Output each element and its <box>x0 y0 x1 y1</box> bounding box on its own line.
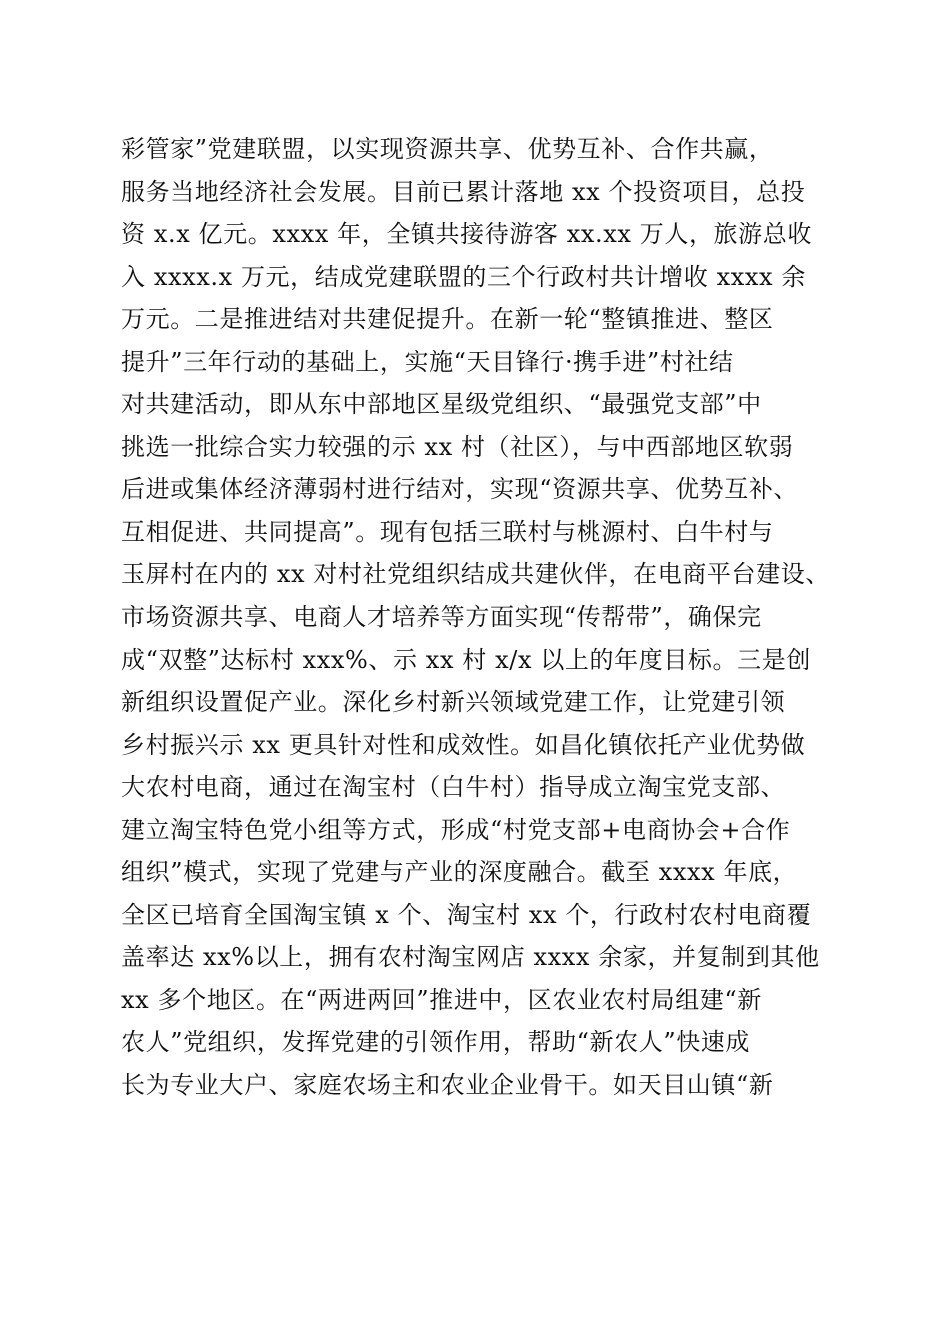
text-line: 组织”模式，实现了党建与产业的深度融合。截至 xxxx 年底， <box>121 858 798 887</box>
text-line: 入 xxxx.x 万元，结成党建联盟的三个行政村共计增收 xxxx 余 <box>121 262 806 291</box>
text-line: 盖率达 xx%以上，拥有农村淘宝网店 xxxx 余家，并复制到其他 <box>121 943 820 972</box>
text-line: 成“双整”达标村 xxx%、示 xx 村 x/x 以上的年度目标。三是创 <box>121 645 811 674</box>
text-line: 建立淘宝特色党小组等方式，形成“村党支部+电商协会+合作 <box>121 815 791 844</box>
text-line: 彩管家”党建联盟，以实现资源共享、优势互补、合作共赢， <box>121 135 774 163</box>
text-line: xx 多个地区。在“两进两回”推进中，区农业农村局组建“新 <box>121 985 762 1014</box>
text-line: 大农村电商，通过在淘宝村（白牛村）指导成立淘宝党支部、 <box>121 773 786 802</box>
text-line: 对共建活动，即从东中部地区星级党组织、“最强党支部”中 <box>121 390 762 419</box>
text-line: 互相促进、共同提高”。现有包括三联村与桃源村、白牛村与 <box>121 517 774 546</box>
text-line: 万元。二是推进结对共建促提升。在新一轮“整镇推进、整区 <box>121 305 774 334</box>
text-line: 服务当地经济社会发展。目前已累计落地 xx 个投资项目，总投 <box>121 177 806 206</box>
text-line: 后进或集体经济薄弱村进行结对，实现“资源共享、优势互补、 <box>121 475 799 504</box>
text-line: 乡村振兴示 xx 更具针对性和成效性。如昌化镇依托产业优势做 <box>121 730 806 759</box>
text-line: 长为专业大户、家庭农场主和农业企业骨干。如天目山镇“新 <box>121 1071 774 1100</box>
text-line: 新组织设置促产业。深化乡村新兴领域党建工作，让党建引领 <box>121 688 786 717</box>
text-line: 农人”党组织，发挥党建的引领作用，帮助“新农人”快速成 <box>121 1028 751 1057</box>
text-line: 挑选一批综合实力较强的示 xx 村（社区），与中西部地区软弱 <box>121 432 794 461</box>
text-line: 提升”三年行动的基础上，实施“天目锋行·携手进”村社结 <box>121 347 734 376</box>
text-line: 市场资源共享、电商人才培养等方面实现“传帮带”，确保完 <box>121 603 762 632</box>
text-line: 全区已培育全国淘宝镇 x 个、淘宝村 xx 个，行政村农村电商覆 <box>121 900 812 929</box>
body-paragraph <box>121 128 841 1107</box>
text-line: 资 x.x 亿元。xxxx 年，全镇共接待游客 xx.xx 万人，旅游总收 <box>121 220 812 249</box>
text-line: 玉屏村在内的 xx 对村社党组织结成共建伙伴，在电商平台建设、 <box>121 560 830 589</box>
